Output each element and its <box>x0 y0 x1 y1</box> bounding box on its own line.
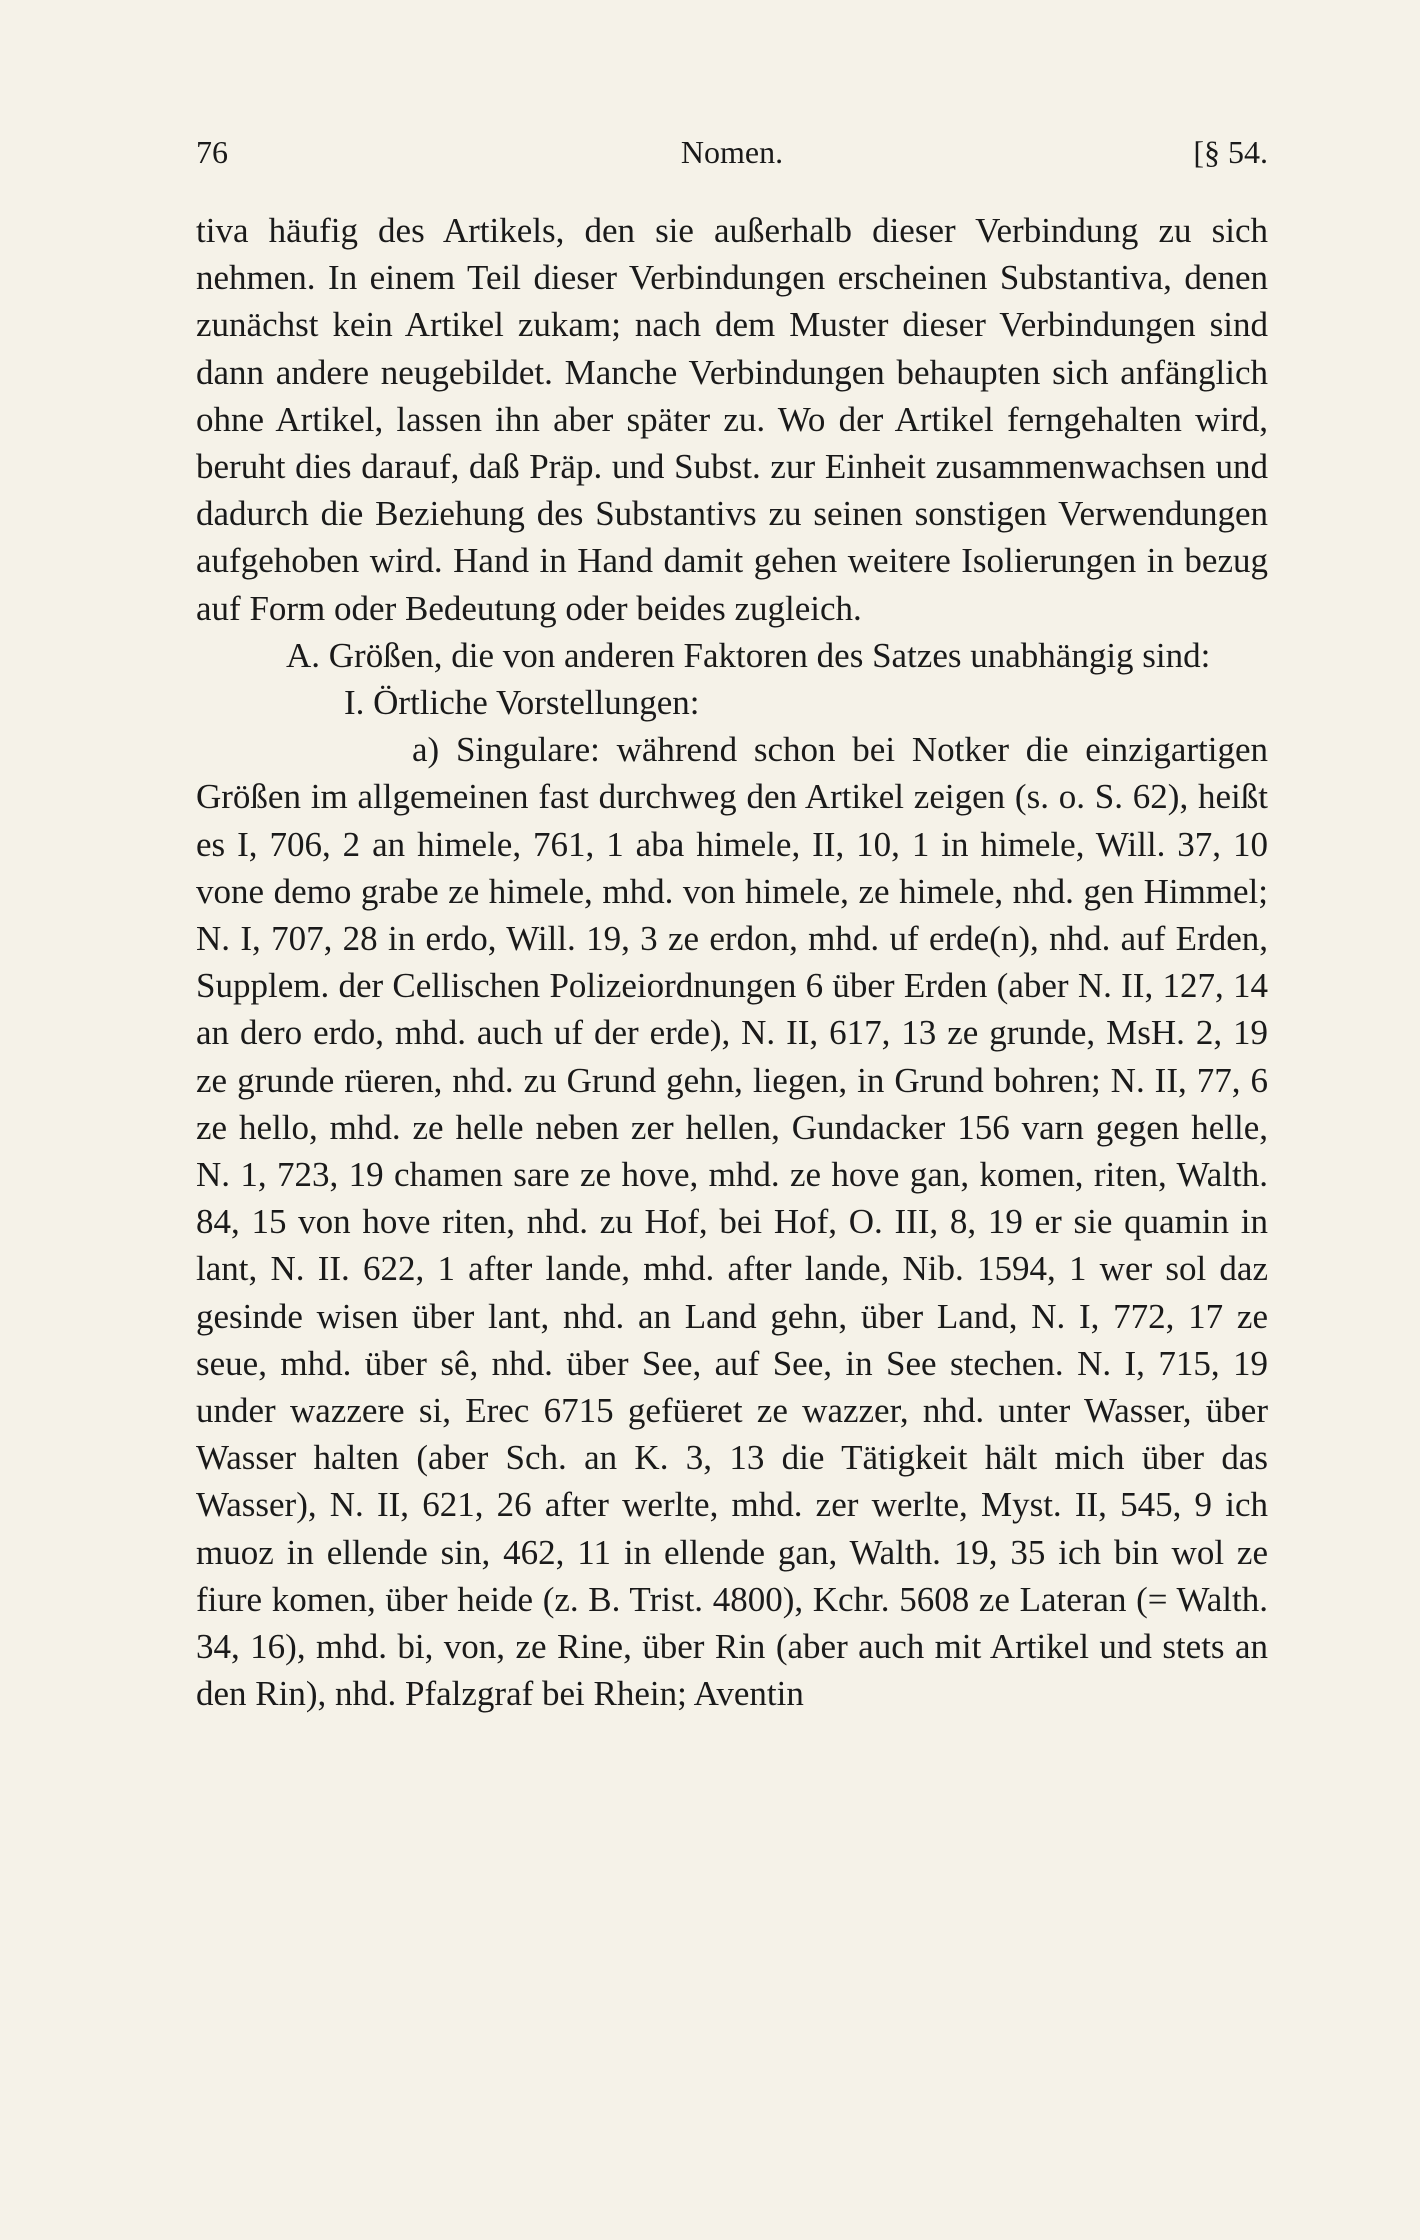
page-number: 76 <box>196 134 228 170</box>
paragraph-singulars: a) Singulare: während schon bei Notker die einzigartigen Größen im allgemeinen fast durchweg den Artikel zeigen (s. o. S. 62), heißt es I, 706, 2 an himele, 761, 1 aba himele, II, 10, 1 in himele, Will. 37, 10 vone demo grabe ze himele, mhd. von himele, ze himele, nhd. gen Himmel; N. I, 707, 28 in erdo, Will. 19, 3 ze erdon, mhd. uf erde(n), nhd. auf Erden, Supplem. der Cellischen Polizeiordnungen 6 über Erden (aber N. II, 127, 14 an dero erdo, mhd. auch uf der erde), N. II, 617, 13 ze grunde, MsH. 2, 19 ze grunde rüeren, nhd. zu Grund gehn, liegen, in Grund bohren; N. II, 77, 6 ze hello, mhd. ze helle neben zer hellen, Gundacker 156 varn gegen helle, N. 1, 723, 19 chamen sare ze hove, mhd. ze hove gan, komen, riten, Walth. 84, 15 von hove riten, nhd. zu Hof, bei Hof, O. III, 8, 19 er sie quamin in lant, N. II. 622, 1 after lande, mhd. after lande, Nib. 1594, 1 wer sol daz gesinde wisen über lant, nhd. an Land gehn, über Land, N. I, 772, 17 ze seue, mhd. über sê, nhd. über See, auf See, in See stechen. N. I, 715, 19 under wazzere si, Erec 6715 gefüeret ze wazzer, nhd. unter Wasser, über Wasser halten (aber Sch. an K. 3, 13 die Tätigkeit hält mich über das Wasser), N. II, 621, 26 after werlte, mhd. zer werlte, Myst. II, 545, 9 ich muoz in ellende sin, 462, 11 in ellende gan, Walth. 19, 35 ich bin wol ze fiure komen, über heide (z. B. Trist. 4800), Kchr. 5608 ze Lateran (= Walth. 34, 16), mhd. bi, von, ze Rine, über Rin (aber auch mit Artikel und stets an den Rin), nhd. Pfalzgraf bei Rhein; Aventin <box>196 730 1268 1714</box>
heading-i-local-notions: I. Örtliche Vorstellungen: <box>344 683 700 723</box>
heading-a-independent-quantities: A. Größen, die von anderen Faktoren des Satzes unabhängig sind: <box>286 635 1211 675</box>
paragraph-intro: tiva häufig des Artikels, den sie außerhalb dieser Verbindung zu sich nehmen. In einem Teil dieser Verbindungen erscheinen Substantiva, denen zunächst kein Artikel zukam; nach dem Muster dieser Verbindungen sind dann andere neugebildet. Manche Verbindungen behaupten sich anfänglich ohne Artikel, lassen ihn aber später zu. Wo der Artikel ferngehalten wird, beruht dies darauf, daß Präp. und Subst. zur Einheit zusammenwachsen und dadurch die Beziehung des Substantivs zu seinen sonstigen Verwendungen aufgehoben wird. Hand in Hand damit gehen weitere Isolierungen in bezug auf Form oder Bedeutung oder beides zugleich. <box>196 211 1268 628</box>
running-head: Nomen. <box>680 134 784 170</box>
body-text <box>196 207 1268 1718</box>
page-header <box>196 128 1268 176</box>
section-reference: [§ 54. <box>1193 134 1268 170</box>
